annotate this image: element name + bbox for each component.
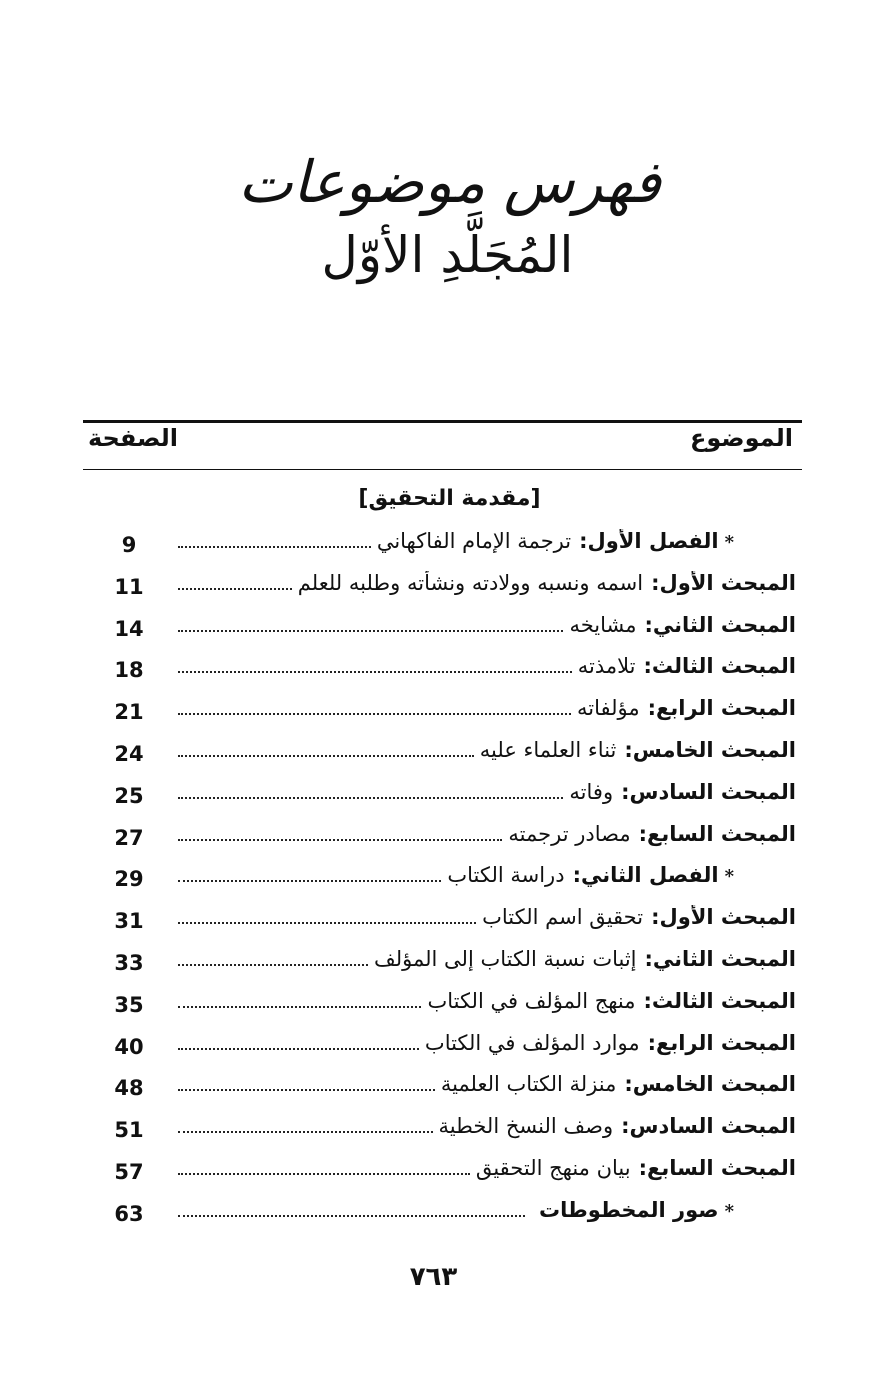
toc-entry [178,863,796,899]
toc-page-number: 18 [114,658,144,683]
toc-row[interactable] [83,818,796,860]
toc-page-number: 40 [114,1034,144,1059]
toc-page-number: 57 [114,1159,144,1184]
toc-entry [178,529,796,565]
toc-row[interactable] [83,1110,796,1152]
toc-text: وصف النسخ الخطية [438,1114,614,1139]
toc-row[interactable] [83,525,796,567]
toc-row[interactable] [83,692,796,734]
toc-page-number: 51 [114,1118,144,1143]
toc-page-number: 14 [114,616,144,641]
toc-text: بيان منهج التحقيق [475,1155,631,1180]
toc-label: المبحث الرابع: [647,696,796,721]
toc-label: المبحث الخامس: [624,737,796,762]
page-title: فهرس موضوعات [238,148,661,216]
toc-row[interactable] [83,776,796,818]
toc-row[interactable] [83,1027,796,1069]
toc-text: منهج المؤلف في الكتاب [427,988,636,1013]
leader-dots [178,797,563,799]
leader-dots [178,671,572,673]
toc-label: المبحث السابع: [638,821,796,846]
toc-row[interactable] [83,1152,796,1194]
leader-dots [178,1048,419,1050]
toc-text: وفاته [569,779,614,804]
toc-page-number: 63 [114,1201,144,1226]
toc-entry [178,571,796,607]
volume-subtitle: المُجَلَّدِ الأوّل [321,226,574,284]
leader-dots [178,1089,435,1091]
leader-dots [178,1215,525,1217]
section-title: [مقدمة التحقيق] [358,486,541,511]
toc-text: منزلة الكتاب العلمية [440,1072,617,1097]
toc-label: المبحث الرابع: [647,1030,796,1055]
leader-dots [178,1173,470,1175]
toc-entry [178,613,796,649]
toc-entry [178,989,796,1025]
toc-text: إثبات نسبة الكتاب إلى المؤلف [374,946,637,971]
leader-dots [178,1131,433,1133]
toc-page-number: 29 [114,867,144,892]
toc-label: الفصل الثاني: [572,863,719,888]
toc-row[interactable] [83,1194,796,1236]
toc-row[interactable] [83,567,796,609]
bullet-star-icon: * [724,532,734,553]
column-header-topic: الموضوع [689,424,793,452]
toc-entry [178,738,796,774]
leader-dots [178,922,476,924]
toc-label: المبحث السادس: [621,779,796,804]
toc-row[interactable] [83,985,796,1027]
toc-label: المبحث الثاني: [644,946,796,971]
toc-entry [178,1072,796,1108]
toc-page-number: 9 [121,533,137,557]
toc-row[interactable] [83,943,796,985]
toc-page-number: 21 [114,700,144,725]
toc-page-number: 31 [114,909,144,934]
toc-label: المبحث الأول: [651,570,796,595]
toc-row[interactable] [83,1068,796,1110]
toc-text: تلامذته [577,654,636,679]
toc-row[interactable] [83,609,796,651]
toc-text: تحقيق اسم الكتاب [482,905,644,930]
toc-row[interactable] [83,901,796,943]
toc-entry [178,822,796,858]
toc-row[interactable] [83,650,796,692]
toc-entry [178,905,796,941]
toc-entry [178,947,796,983]
toc-label: المبحث الثالث: [643,988,796,1013]
leader-dots [178,630,563,632]
toc-page-number: 48 [114,1076,144,1101]
header-top-rule [83,420,802,423]
header-bottom-rule [83,469,802,470]
toc-entry [178,1198,796,1234]
toc-entry [178,1031,796,1067]
toc-entry [178,780,796,816]
toc-row[interactable] [83,734,796,776]
leader-dots [178,546,371,548]
toc-page-number: 25 [114,783,144,808]
toc-entry [178,654,796,690]
toc-text: مشايخه [569,612,637,637]
page-number: ٧٦٣ [409,1262,458,1292]
toc-page-number: 11 [114,574,144,599]
toc-label: المبحث الثالث: [643,654,796,679]
leader-dots [178,964,368,966]
toc-entry [178,1114,796,1150]
toc-list [83,525,796,1236]
toc-page-number: 24 [114,741,144,766]
column-header-page: الصفحة [88,424,179,452]
leader-dots [178,880,441,882]
toc-label: المبحث السادس: [621,1114,796,1139]
bullet-star-icon: * [724,866,734,888]
leader-dots [178,755,474,757]
toc-page-number: 35 [114,992,144,1017]
toc-page-number: 33 [114,950,144,975]
toc-row[interactable] [83,859,796,901]
toc-label: صور المخطوطات [539,1197,719,1222]
leader-dots [178,1006,421,1008]
toc-text: ترجمة الإمام الفاكهاني [376,529,572,553]
toc-page-number: 27 [114,825,144,850]
toc-text: دراسة الكتاب [447,863,565,888]
toc-label: المبحث الثاني: [644,612,796,637]
toc-text: ثناء العلماء عليه [479,737,617,762]
toc-text: مصادر ترجمته [508,821,631,846]
bullet-star-icon: * [724,1200,734,1222]
toc-text: مؤلفاته [576,696,640,721]
toc-label: المبحث الخامس: [624,1072,796,1097]
toc-label: المبحث الأول: [651,905,796,930]
toc-entry [178,696,796,732]
toc-text: موارد المؤلف في الكتاب [424,1030,640,1055]
toc-text: اسمه ونسبه وولادته ونشأته وطلبه للعلم [297,570,644,595]
leader-dots [178,839,502,841]
toc-entry [178,1156,796,1192]
leader-dots [178,588,292,590]
toc-label: الفصل الأول: [579,529,719,553]
leader-dots [178,713,571,715]
toc-label: المبحث السابع: [638,1155,796,1180]
